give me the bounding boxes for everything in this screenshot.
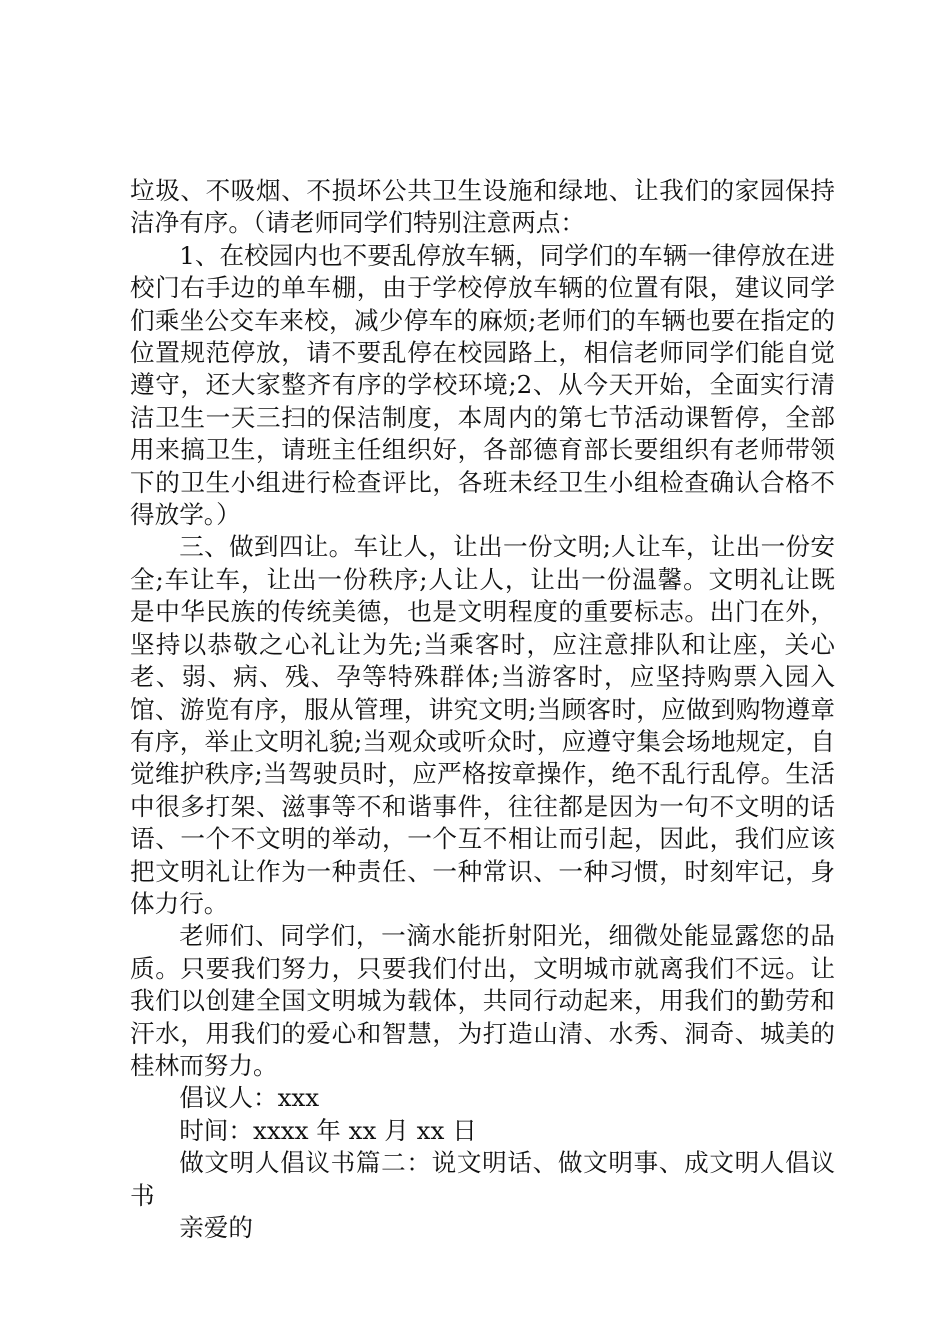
paragraph-parking-and-cleaning: 1、在校园内也不要乱停放车辆，同学们的车辆一律停放在进校门右手边的单车棚，由于学校停放车辆的位置有限，建议同学们乘坐公交车来校，减少停车的麻烦;老师们的车辆也要在指定的位置规范停放，请不要乱停在校园路上，相信老师同学们能自觉遵守，还大家整齐有序的学校环境;2、从今天开始，全面实行清洁卫生一天三扫的保洁制度，本周内的第七节活动课暂停，全部用来搞卫生，请班主任组织好，各部德育部长要组织有老师带领下的卫生小组进行检查评比，各班未经卫生小组检查确认合格不得放学。） (130, 240, 835, 530)
paragraph-four-courtesies: 三、做到四让。车让人，让出一份文明;人让车，让出一份安全;车让车，让出一份秩序;人让人，让出一份温馨。文明礼让既是中华民族的传统美德，也是文明程度的重要标志。出门在外，坚持以恭敬之心礼让为先;当乘客时，应注意排队和让座，关心老、弱、病、残、孕等特殊群体;当游客时，应坚持购票入园入馆、游览有序，服从管理，讲究文明;当顾客时，应做到购物遵章有序，举止文明礼貌;当观众或听众时，应遵守集会场地规定，自觉维护秩序;当驾驶员时，应严格按章操作，绝不乱行乱停。生活中很多打架、滋事等不和谐事件，往往都是因为一句不文明的话语、一个不文明的举动，一个互不相让而引起，因此，我们应该把文明礼让作为一种责任、一种常识、一种习惯，时刻牢记，身体力行。 (130, 532, 835, 918)
signature-date: 时间：xxxx 年 xx 月 xx 日 (179, 1115, 477, 1145)
salutation: 亲爱的 (179, 1213, 253, 1242)
section-heading-part-two: 做文明人倡议书篇二：说文明话、做文明事、成文明人倡议书 (130, 1148, 835, 1210)
document-body (130, 175, 835, 1244)
paragraph-continuation: 垃圾、不吸烟、不损坏公共卫生设施和绿地、让我们的家园保持洁净有序。（请老师同学们特别注意两点： (130, 176, 835, 238)
signature-initiator: 倡议人：xxx (179, 1083, 320, 1113)
paragraph-closing-appeal: 老师们、同学们，一滴水能折射阳光，细微处能显露您的品质。只要我们努力，只要我们付出，文明城市就离我们不远。让我们以创建全国文明城为载体，共同行动起来，用我们的勤劳和汗水，用我们的爱心和智慧，为打造山清、水秀、洞奇、城美的桂林而努力。 (130, 921, 835, 1080)
